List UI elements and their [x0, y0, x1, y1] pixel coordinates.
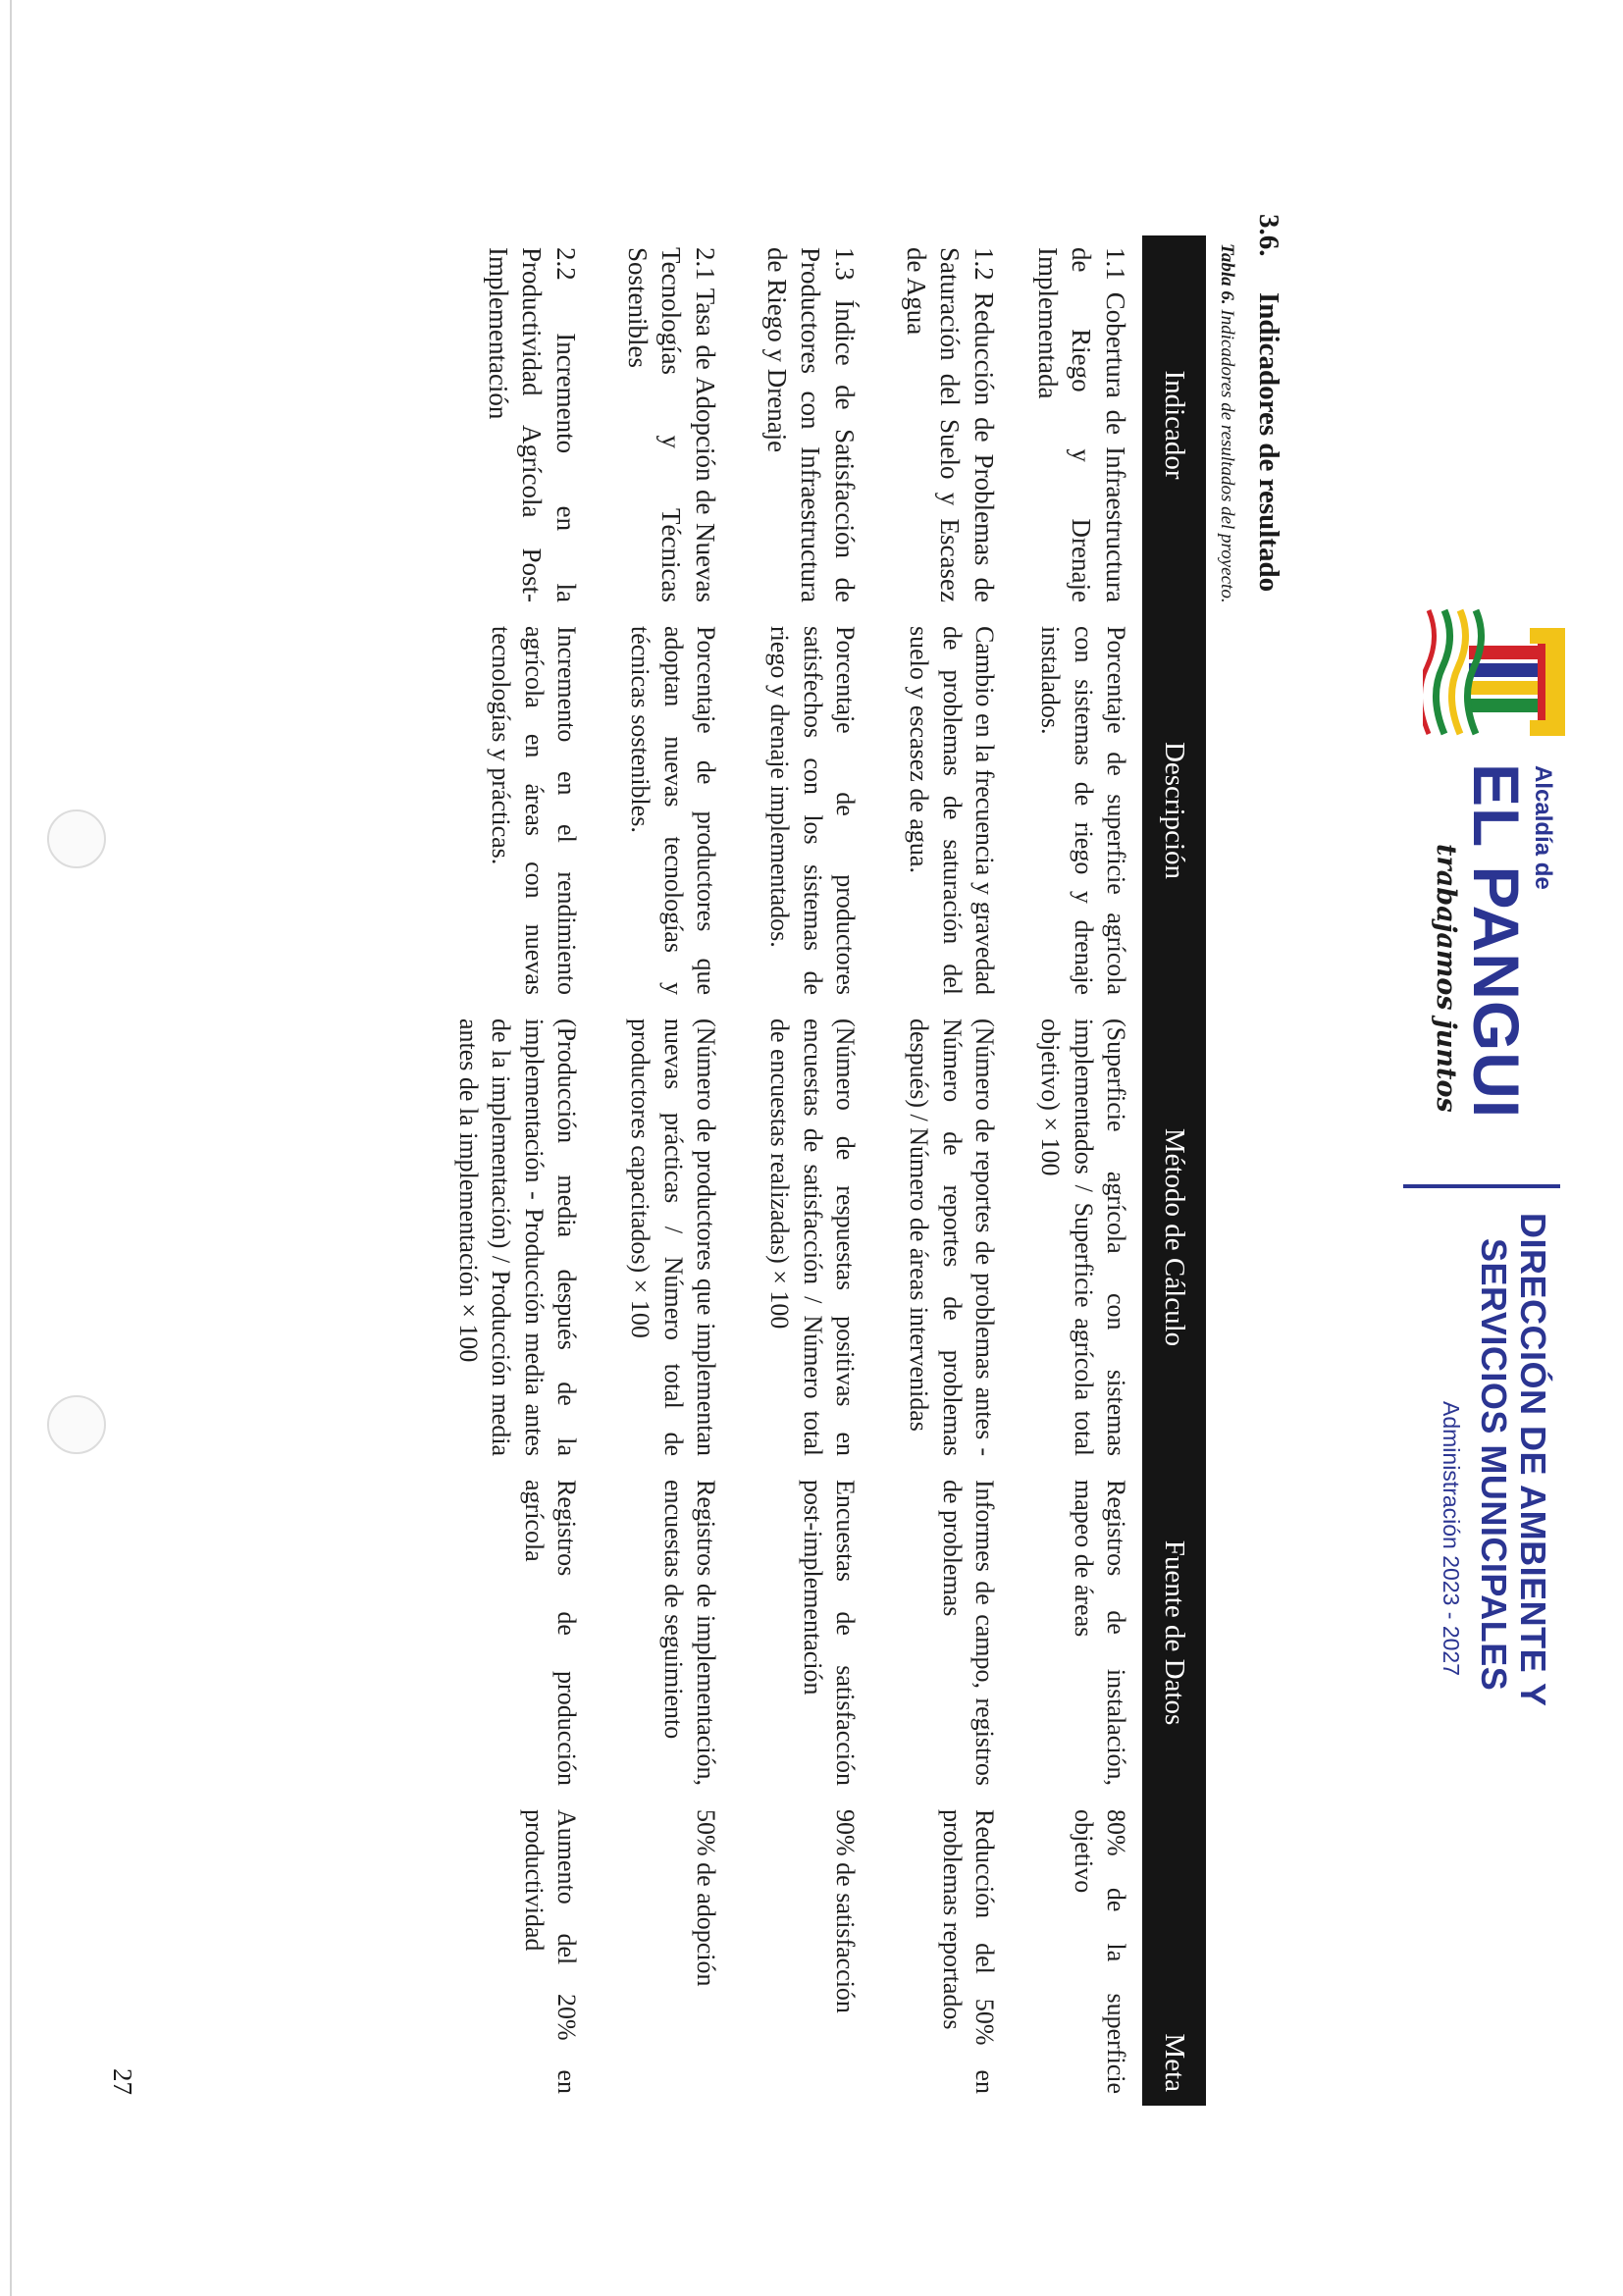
table-caption [1216, 243, 1237, 603]
department-line-2: SERVICIOS MUNICIPALES [1474, 1238, 1514, 1692]
cell-fuente: Registros de producción agrícola [519, 1480, 581, 1786]
cell-descripcion: Porcentaje de productores que adoptan nuevas tecnologías y técnicas sostenibles. [626, 626, 720, 995]
section-title: Indicadores de resultado [1253, 292, 1284, 593]
table-header-row [1142, 235, 1206, 2106]
header-metodo: Método de Cálculo [1142, 1007, 1206, 1468]
logo-prefix: Alcaldía de [1530, 765, 1556, 890]
page-number: 27 [108, 2068, 137, 2095]
header-divider [1403, 1184, 1560, 1188]
header-fuente: Fuente de Datos [1142, 1468, 1206, 1798]
cell-metodo: (Número de reportes de problemas antes - Número de reportes de problemas después) / Número de áreas intervenidas [905, 1018, 999, 1456]
table-row [871, 235, 1011, 2106]
caption-text: Indicadores de resultados del proyecto. [1217, 309, 1237, 603]
cell-metodo: (Número de productores que implementan nuevas prácticas / Número total de productores capacitados) × 100 [626, 1018, 720, 1456]
cell-metodo: (Número de respuestas positivas en encuestas de satisfacción / Número total de encuestas realizadas) × 100 [765, 1018, 860, 1456]
cell-indicador: 1.3 Índice de Satisfacción de Productores con Infraestructura de Riego y Drenaje [761, 247, 860, 602]
cell-indicador: 2.1 Tasa de Adopción de Nuevas Tecnologías y Técnicas Sostenibles [622, 247, 720, 602]
table-row [1011, 235, 1142, 2106]
cell-fuente: Encuestas de satisfacción post-implementación [798, 1480, 860, 1786]
cell-meta: Aumento del 20% en productividad [519, 1809, 581, 2094]
header-indicador: Indicador [1142, 235, 1206, 614]
table-row [439, 235, 593, 2106]
logo-slogan: trabajamos juntos [1431, 844, 1461, 1113]
caption-label: Tabla 6. [1217, 243, 1237, 305]
cell-meta: 50% de adopción [692, 1809, 720, 1987]
cell-meta: 80% de la superficie objetivo [1069, 1809, 1130, 2094]
administration-period: Administración 2023 - 2027 [1439, 1401, 1464, 1676]
cell-descripcion: Porcentaje de productores satisfechos con los sistemas de riego y drenaje implementados. [765, 626, 860, 995]
section-number: 3.6. [1253, 214, 1284, 257]
cell-descripcion: Porcentaje de superficie agrícola con sistemas de riego y drenaje instalados. [1036, 626, 1130, 995]
department-line-1: DIRECCIÓN DE AMBIENTE Y [1513, 1213, 1553, 1707]
table-row [732, 235, 871, 2106]
cell-indicador: 1.1 Cobertura de Infraestructura de Riego y Drenaje Implementada [1032, 247, 1130, 602]
logo-brand: EL PANGUI [1460, 763, 1533, 1120]
cell-descripcion: Cambio en la frecuencia y gravedad de problemas de saturación del suelo y escasez de agua. [905, 626, 999, 995]
header-meta: Meta [1142, 1798, 1206, 2106]
cell-meta: Reducción del 50% en problemas reportados [937, 1809, 999, 2094]
cell-meta: 90% de satisfacción [831, 1809, 860, 2013]
cell-fuente: Informes de campo, registros de problemas [937, 1480, 999, 1786]
cell-fuente: Registros de implementación, encuestas de seguimiento [658, 1480, 720, 1786]
cell-metodo: (Superficie agrícola con sistemas implementados / Superficie agrícola total objetivo) × 100 [1036, 1018, 1130, 1456]
cell-indicador: 1.2 Reducción de Problemas de Saturación del Suelo y Escasez de Agua [901, 247, 999, 602]
cell-metodo: (Producción media después de la implementación - Producción media antes de la implementación) / Producción media antes de la implementación × 100 [454, 1018, 581, 1456]
logo-waves-icon [1423, 608, 1486, 736]
cell-indicador: 2.2 Incremento en la Productividad Agrícola Post-Implementación [483, 247, 581, 602]
table-row [593, 235, 732, 2106]
cell-fuente: Registros de instalación, mapeo de áreas [1069, 1480, 1130, 1786]
header-descripcion: Descripción [1142, 614, 1206, 1007]
indicators-table [439, 235, 1206, 2106]
cell-descripcion: Incremento en el rendimiento agrícola en áreas con nuevas tecnologías y prácticas. [487, 626, 581, 995]
